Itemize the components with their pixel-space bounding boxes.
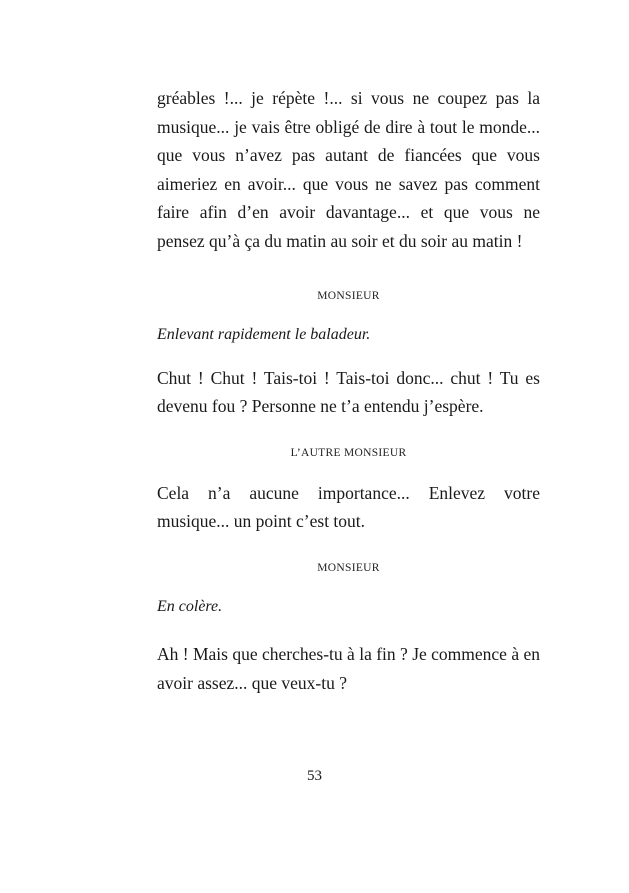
speaker-name: MONSIEUR bbox=[317, 561, 380, 574]
dialogue-paragraph: Ah ! Mais que cherches-tu à la fin ? Je commence à en avoir assez... que veux-tu ? bbox=[157, 643, 540, 693]
page-number: 53 bbox=[307, 768, 322, 784]
dialogue-paragraph: Cela n’a aucune importance... Enlevez votre musique... un point c’est tout. bbox=[157, 482, 540, 532]
stage-direction: Enlevant rapidement le baladeur. bbox=[157, 325, 371, 343]
dialogue-paragraph: Chut ! Chut ! Tais-toi ! Tais-toi donc... chut ! Tu es devenu fou ? Personne ne t’a entendu j’espère. bbox=[157, 367, 540, 417]
dialogue-paragraph: gréables !... je répète !... si vous ne coupez pas la musique... je vais être obligé de dire à tout le monde... que vous n’avez pas autant de fiancées que vous aimeriez en avoir... que vous ne savez pas comment faire afin d’en avoir davantage... et que vous ne pensez qu’à ça du matin au soir et du soir au matin ! bbox=[157, 88, 540, 251]
speaker-name: L’AUTRE MONSIEUR bbox=[290, 446, 407, 459]
page-content bbox=[157, 84, 540, 697]
speaker-name: MONSIEUR bbox=[317, 289, 380, 302]
stage-direction: En colère. bbox=[157, 597, 223, 615]
